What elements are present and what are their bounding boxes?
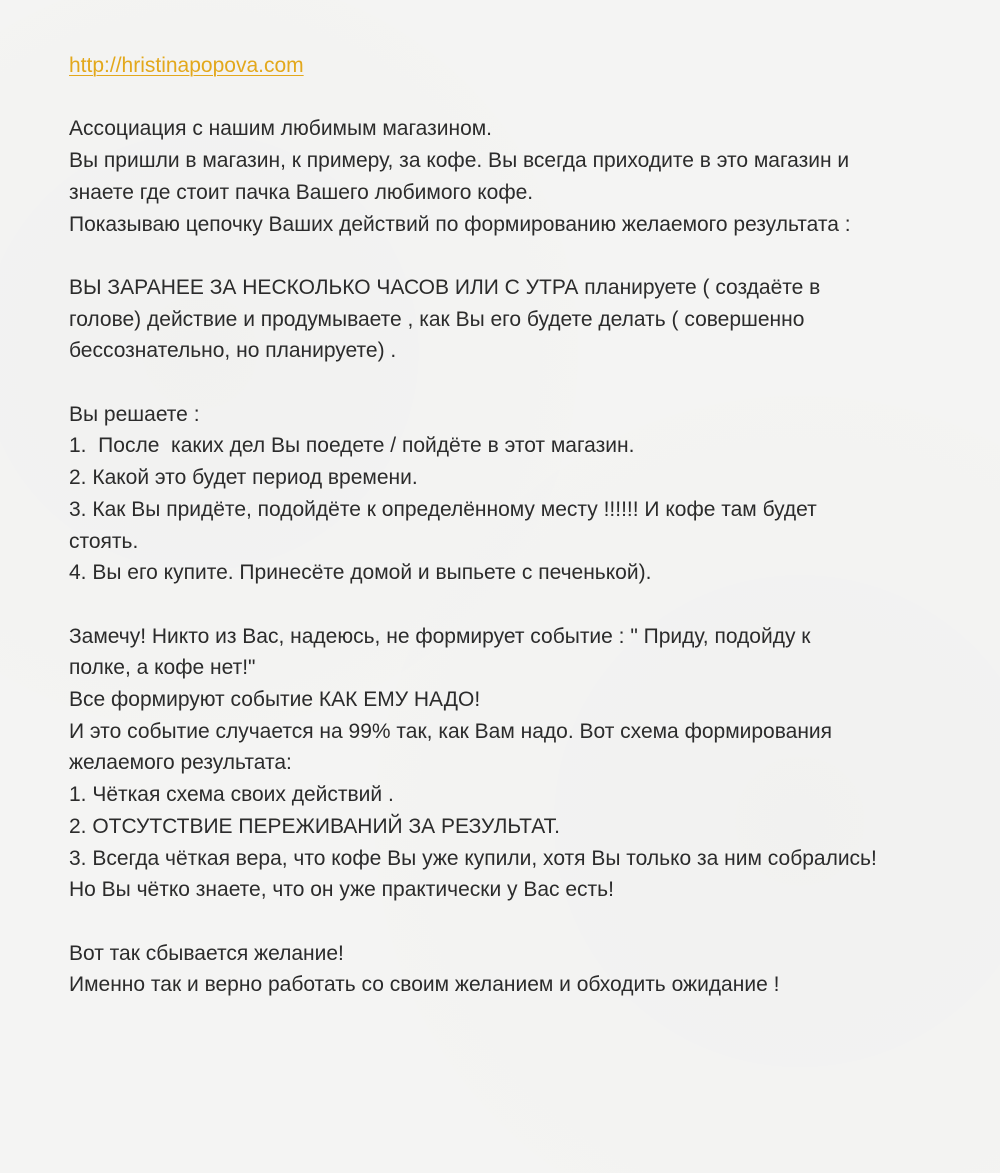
paragraph-4-line-2: полке, а кофе нет!" [69,656,256,680]
paragraph-3-line-6: 4. Вы его купите. Принесёте домой и выпьете с печенькой). [69,561,652,585]
paragraph-4-line-5: желаемого результата: [69,751,292,775]
paragraph-1-line-3: знаете где стоит пачка Вашего любимого кофе. [69,180,534,204]
paragraph-3-line-3: 2. Какой это будет период времени. [69,466,418,490]
paragraph-4-line-7: 2. ОТСУТСТВИЕ ПЕРЕЖИВАНИЙ ЗА РЕЗУЛЬТАТ. [69,814,560,838]
paragraph-1-line-1: Ассоциация с нашим любимым магазином. [69,117,493,141]
paragraph-4-line-9: Но Вы чётко знаете, что он уже практически у Вас есть! [69,878,614,902]
paragraph-2-line-1: ВЫ ЗАРАНЕЕ ЗА НЕСКОЛЬКО ЧАСОВ ИЛИ С УТРА планируете ( создаёте в [69,275,821,299]
paragraph-4-line-1: Замечу! Никто из Вас, надеюсь, не формирует событие : " Приду, подойду к [69,624,811,648]
blank-line [69,82,969,114]
note-body [69,50,969,1001]
paragraph-3-line-2: 1. После каких дел Вы поедете / пойдёте в этот магазин. [69,434,635,458]
paragraph-2-line-3: бессознательно, но планируете) . [69,339,397,363]
paragraph-4-line-8: 3. Всегда чёткая вера, что кофе Вы уже купили, хотя Вы только за ним собрались! [69,846,877,870]
blank-line [69,367,969,399]
paragraph-5-line-2: Именно так и верно работать со своим желанием и обходить ожидание ! [69,973,780,997]
paragraph-4-line-4: И это событие случается на 99% так, как Вам надо. Вот схема формирования [69,719,833,743]
paragraph-2-line-2: голове) действие и продумываете , как Вы его будете делать ( совершенно [69,307,805,331]
paragraph-1-line-2: Вы пришли в магазин, к примеру, за кофе. Вы всегда приходите в это магазин и [69,149,850,173]
website-link[interactable]: http://hristinapopova.com [69,54,304,77]
paragraph-5-line-1: Вот так сбывается желание! [69,941,344,965]
paragraph-3-line-4: 3. Как Вы придёте, подойдёте к определённому месту !!!!!! И кофе там будет [69,497,817,521]
blank-line [69,240,969,272]
blank-line [69,589,969,621]
paragraph-4-line-6: 1. Чёткая схема своих действий . [69,783,394,807]
paragraph-4-line-3: Все формируют событие КАК ЕМУ НАДО! [69,688,481,711]
blank-line [69,906,969,938]
paragraph-3-line-5: стоять. [69,529,139,553]
paragraph-1-line-4: Показываю цепочку Ваших действий по формированию желаемого результата : [69,212,851,236]
paragraph-3-line-1: Вы решаете : [69,402,200,426]
